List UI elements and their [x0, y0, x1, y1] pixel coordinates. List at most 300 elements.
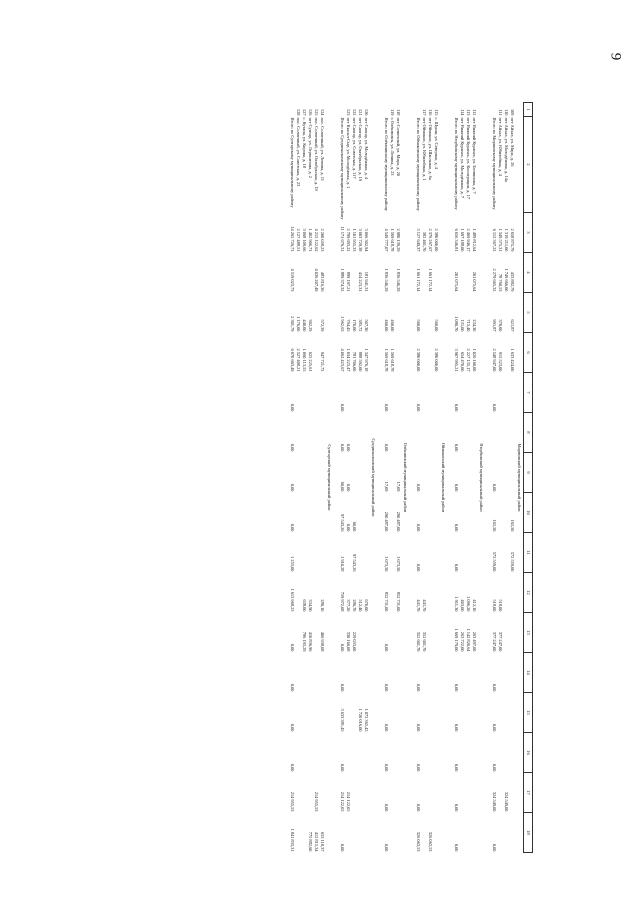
table-cell: 0,00 — [415, 683, 421, 692]
table-cell: пос. Солнечный, ул. Октябрьская, д. 19 — [313, 117, 319, 191]
table-cell — [301, 453, 307, 493]
column-header: 17 — [524, 773, 533, 813]
table-cell — [345, 373, 351, 413]
table-cell: 412 815,34 — [313, 831, 319, 852]
table-cell — [307, 773, 313, 813]
spacer-cell — [485, 103, 491, 853]
table-cell: 17,09 — [395, 481, 401, 492]
table-cell: 0,00 — [339, 843, 345, 852]
table-cell: 1 489 812,64 — [471, 228, 477, 252]
table-row — [503, 103, 509, 853]
column-header: 16 — [524, 733, 533, 773]
region-title: Нюрбинский муниципальный район — [478, 443, 484, 512]
table-cell — [357, 653, 363, 693]
table-cell — [395, 693, 401, 733]
spacer-row — [377, 103, 383, 853]
table-header — [524, 103, 533, 853]
table-cell: 460,00 — [389, 319, 395, 332]
table-cell: 125 — [313, 108, 319, 116]
table-cell: 127 — [301, 108, 307, 116]
table-cell — [319, 413, 325, 453]
table-cell: 0,00 — [453, 843, 459, 852]
table-cell: 0,00 — [383, 723, 389, 732]
table-cell — [307, 253, 313, 293]
table-cell: 852 731,00 — [395, 591, 401, 612]
table-cell — [471, 533, 477, 573]
table-cell: пгт Нижний Куранах, ул. Молодёжная, д. 7 — [459, 117, 465, 198]
table-cell: 352 601,70 — [421, 631, 427, 652]
table-cell — [319, 493, 325, 533]
table-cell: 124 — [319, 108, 325, 116]
table-cell — [509, 613, 515, 653]
total-row — [289, 103, 295, 853]
table-cell — [363, 653, 369, 693]
table-cell — [313, 533, 319, 573]
table-cell — [459, 653, 465, 693]
table-row — [421, 103, 427, 853]
table-cell — [421, 653, 427, 693]
table-cell: 97 543,26 — [339, 513, 345, 532]
spacer-cell — [447, 103, 453, 853]
table-cell: 324 549,00 — [503, 791, 509, 812]
table-cell: 1 569 618,78 — [383, 348, 389, 372]
table-cell: 1 697 188,00 — [459, 228, 465, 252]
table-cell — [389, 813, 395, 853]
table-cell: 6 112 367,22 — [491, 228, 497, 252]
table-cell — [357, 413, 363, 453]
table-cell — [313, 293, 319, 333]
table-row — [301, 103, 307, 853]
table-cell — [313, 693, 319, 733]
table-cell: пгт Солнечный, ул. Мира, д. 20 — [395, 117, 401, 176]
table-cell — [433, 373, 439, 413]
table-cell: 715,40 — [465, 319, 471, 332]
table-cell: 302,29 — [307, 319, 313, 332]
table-cell — [415, 413, 421, 453]
column-header: 3 — [524, 213, 533, 253]
table-cell — [295, 813, 301, 853]
table-cell — [503, 373, 509, 413]
table-cell — [503, 333, 509, 373]
table-cell: 2 301,79 — [289, 316, 295, 332]
table-cell — [509, 813, 515, 853]
table-cell — [307, 693, 313, 733]
table-cell: 1 034 223,47 — [345, 348, 351, 372]
table-cell: 3 068 109,66 — [301, 228, 307, 252]
table-cell — [433, 613, 439, 653]
table-cell: 781 706,00 — [351, 351, 357, 372]
table-cell — [395, 773, 401, 813]
table-cell — [339, 103, 345, 117]
table-cell — [503, 293, 509, 333]
table-cell — [295, 613, 301, 653]
table-cell: 888 592,00 — [357, 351, 363, 372]
table-cell — [357, 613, 363, 653]
region-row — [369, 103, 377, 853]
column-header: 1 — [524, 103, 533, 117]
table-cell: 78 760,53 — [497, 273, 503, 292]
table-cell — [415, 103, 421, 117]
table-cell: 1 026 160,00 — [471, 348, 477, 372]
region-row — [515, 103, 524, 853]
table-cell: 11 171 676,31 — [339, 226, 345, 252]
table-cell: 0,00 — [491, 683, 497, 692]
table-cell — [307, 413, 313, 453]
table-cell: 109 — [509, 108, 515, 116]
table-cell: 17,09 — [383, 481, 389, 492]
table-cell — [509, 373, 515, 413]
table-cell — [503, 693, 509, 733]
table-cell: Итого по Олёкминскому муниципальному району — [383, 117, 389, 211]
table-cell: пгт Оймякон, ул. Юбилейная, д. 1 — [421, 117, 427, 181]
region-title: Мирнинский муниципальный район — [516, 443, 522, 512]
table-cell — [497, 773, 503, 813]
table-cell — [301, 773, 307, 813]
table-cell: 201 075,64 — [453, 271, 459, 292]
table-cell — [395, 653, 401, 693]
table-cell: пгт Айхал, ул. Юбилейная, д. 4 — [497, 117, 503, 176]
document-sheet — [100, 102, 533, 852]
total-row — [383, 103, 389, 853]
table-cell — [427, 373, 433, 413]
table-cell: 117 — [421, 109, 427, 116]
table-cell: 229 033,00 — [351, 631, 357, 652]
table-cell: 0,00 — [453, 763, 459, 772]
table-cell: 115 — [433, 109, 439, 116]
table-cell: 214 955,53 — [313, 791, 319, 812]
table-cell — [459, 773, 465, 813]
table-cell: 1 073,50 — [395, 556, 401, 572]
table-cell: пгт Нижний Куранах, ул. Ботвинова, д. 7 — [471, 117, 477, 194]
table-cell — [427, 653, 433, 693]
table-row — [319, 103, 325, 853]
table-cell: с. Кутана, ул. Кирова, д. 18 — [301, 117, 307, 168]
table-cell: 0,00 — [491, 483, 497, 492]
table-cell: 0,00 — [383, 643, 389, 652]
table-cell: 3 003 729,38 — [357, 228, 363, 252]
table-cell — [301, 533, 307, 573]
table-cell: 0,00 — [383, 403, 389, 412]
table-cell: 377 247,00 — [491, 631, 497, 652]
table-cell: 0,00 — [453, 563, 459, 572]
table-cell: 0,00 — [453, 523, 459, 532]
table-cell — [295, 493, 301, 533]
table-cell: 131,00 — [459, 319, 465, 332]
table-row — [459, 103, 465, 853]
table-cell: 1 060 113,55 — [301, 348, 307, 372]
table-cell: Итого по Оймяконскому муниципальному району — [415, 117, 421, 211]
table-cell: 2 658 875,79 — [509, 228, 515, 252]
table-cell: 572 559,00 — [509, 551, 515, 572]
table-cell: 113 — [465, 109, 471, 116]
table-cell — [357, 813, 363, 853]
table-cell: пгт Сангар, ул. Молодёжная, д. 4 — [363, 117, 369, 179]
table-cell — [497, 693, 503, 733]
table-cell — [433, 493, 439, 533]
table-cell — [357, 533, 363, 573]
table-cell: 1 962,63 — [339, 316, 345, 332]
table-cell — [319, 653, 325, 693]
table-cell — [465, 773, 471, 813]
table-cell — [351, 813, 357, 853]
table-cell — [427, 773, 433, 813]
table-cell — [427, 573, 433, 613]
table-cell — [301, 493, 307, 533]
table-cell: 119 — [389, 109, 395, 116]
table-cell — [307, 533, 313, 573]
table-cell — [471, 773, 477, 813]
table-cell: 0,00 — [453, 683, 459, 692]
table-cell: 112 — [471, 109, 477, 116]
table-cell — [313, 733, 319, 773]
table-cell: 794,45 — [345, 319, 351, 332]
table-cell: 263 722,00 — [459, 631, 465, 652]
table-cell — [307, 453, 313, 493]
table-row — [395, 103, 401, 853]
table-cell — [345, 693, 351, 733]
table-cell: 2 200 058,23 — [319, 228, 325, 252]
table-cell: 2 227 135,17 — [465, 348, 471, 372]
table-cell — [503, 813, 509, 853]
table-cell — [389, 413, 395, 453]
table-cell — [301, 813, 307, 853]
table-row — [351, 103, 357, 853]
table-cell — [389, 493, 395, 533]
table-cell — [421, 453, 427, 493]
table-cell: 406 938,08 — [319, 631, 325, 652]
table-cell: 560,00 — [433, 319, 439, 332]
table-cell — [427, 693, 433, 733]
table-cell: 0,00 — [453, 723, 459, 732]
table-cell: 1 349 575,31 — [497, 228, 503, 252]
table-cell: 324 549,00 — [491, 791, 497, 812]
table-cell: 6 070 603,49 — [289, 348, 295, 372]
table-cell: пос. Солнечный, ул. Ленина, д. 11 — [319, 117, 325, 181]
table-cell: 0,00 — [339, 443, 345, 452]
table-cell: 507,30 — [363, 319, 369, 332]
table-cell — [395, 293, 401, 333]
table-row — [307, 103, 313, 853]
table-cell: 214 955,53 — [289, 791, 295, 812]
table-cell — [307, 373, 313, 413]
table-cell — [471, 373, 477, 413]
table-cell — [389, 773, 395, 813]
table-cell: 0,00 — [345, 443, 351, 452]
table-cell: 326 063,53 — [427, 831, 433, 852]
table-cell — [295, 253, 301, 293]
table-cell: 2 380 000,00 — [433, 228, 439, 252]
table-cell: 4 062 423,67 — [339, 348, 345, 372]
table-cell — [295, 653, 301, 693]
table-cell: 0,00 — [345, 483, 351, 492]
table-cell: 0,00 — [289, 523, 295, 532]
column-header: 5 — [524, 293, 533, 333]
region-row — [477, 103, 485, 853]
table-cell — [427, 413, 433, 453]
table-cell: 0,00 — [289, 403, 295, 412]
table-cell — [319, 693, 325, 733]
table-cell — [351, 453, 357, 493]
table-cell: 330 166,08 — [345, 631, 351, 652]
table-cell — [497, 413, 503, 453]
table-cell: 1 661 172,14 — [415, 268, 421, 292]
table-cell — [319, 533, 325, 573]
table-cell — [433, 573, 439, 613]
table-cell — [301, 653, 307, 693]
table-cell — [307, 733, 313, 773]
table-cell: 1 096,20 — [465, 596, 471, 612]
table-cell — [421, 693, 427, 733]
table-cell: 370,00 — [497, 319, 503, 332]
column-header: 13 — [524, 613, 533, 653]
table-cell: 114 — [459, 109, 465, 116]
table-cell: 3 633 381,45 — [339, 708, 345, 732]
table-cell — [503, 493, 509, 533]
table-cell: 1 910,28 — [339, 556, 345, 572]
table-cell: 1 841 833,31 — [289, 828, 295, 852]
table-cell — [389, 733, 395, 773]
table-cell: 0,00 — [491, 723, 497, 732]
spacer-cell — [333, 103, 339, 853]
table-cell: пгт Кысыл-Сыр, ул. Молодёжная, д. 1 — [345, 117, 351, 189]
table-cell — [459, 693, 465, 733]
table-cell: 2 548 947,00 — [491, 348, 497, 372]
table-cell — [471, 733, 477, 773]
table-row — [497, 103, 503, 853]
table-cell: 2 127 488,51 — [295, 228, 301, 252]
table-cell: 1 613 968,23 — [289, 588, 295, 612]
table-cell: 0,00 — [289, 683, 295, 692]
table-cell — [427, 533, 433, 573]
table-cell: 572 559,00 — [491, 551, 497, 572]
table-cell — [497, 453, 503, 493]
table-cell — [421, 813, 427, 853]
table-cell — [509, 453, 515, 493]
table-cell — [433, 693, 439, 733]
table-cell — [459, 813, 465, 853]
table-cell — [497, 653, 503, 693]
table-row — [427, 103, 433, 853]
table-cell — [471, 813, 477, 853]
table-cell — [465, 733, 471, 773]
table-cell — [427, 733, 433, 773]
table-cell — [363, 413, 369, 453]
table-cell: 759 972,08 — [339, 591, 345, 612]
table-cell — [307, 493, 313, 533]
table-cell — [363, 613, 369, 653]
table-cell: 2 527 408,21 — [295, 348, 301, 372]
total-row — [453, 103, 459, 853]
table-cell: 0,00 — [289, 443, 295, 452]
table-cell — [363, 493, 369, 533]
table-cell — [295, 733, 301, 773]
table-cell: 120 — [363, 108, 369, 116]
table-cell: 6 656 346,81 — [453, 228, 459, 252]
table-cell: 123 — [345, 108, 351, 116]
table-cell — [313, 653, 319, 693]
table-cell: 433 882,79 — [509, 271, 515, 292]
table-cell — [497, 493, 503, 533]
table-cell: 3 907 995,21 — [453, 348, 459, 372]
table-row — [295, 103, 301, 853]
table-cell — [465, 493, 471, 533]
table-cell: 796 193,29 — [301, 631, 307, 652]
table-cell: 1 319 211,00 — [503, 228, 509, 252]
table-cell — [363, 533, 369, 573]
table-cell: 128 — [295, 108, 301, 116]
table-cell — [351, 773, 357, 813]
table-cell — [313, 453, 319, 493]
table-cell — [471, 453, 477, 493]
table-cell: 0,00 — [415, 483, 421, 492]
table-cell: 460,00 — [383, 319, 389, 332]
table-cell: Итого по Мирнинскому муниципальному району — [491, 117, 497, 210]
table-cell: 0,00 — [453, 403, 459, 412]
table-cell — [395, 733, 401, 773]
table-cell: 0,00 — [345, 523, 351, 532]
table-cell — [301, 253, 307, 293]
table-cell: 2 279 665,32 — [491, 268, 497, 292]
region-title: Среднеколымский муниципальный район — [370, 438, 376, 517]
table-cell: 2 799 693,22 — [345, 228, 351, 252]
table-cell — [509, 413, 515, 453]
table-cell: 621,87 — [509, 319, 515, 332]
total-row — [415, 103, 421, 853]
table-cell — [345, 813, 351, 853]
table-cell: 1 911,30 — [453, 596, 459, 612]
table-cell — [395, 333, 401, 373]
table-cell — [503, 573, 509, 613]
table-cell: 181 941,31 — [363, 271, 369, 292]
table-cell: 1 080,70 — [453, 316, 459, 332]
table-cell — [395, 813, 401, 853]
table-cell: 1 661 172,14 — [427, 268, 433, 292]
table-cell — [459, 453, 465, 493]
table-row — [465, 103, 471, 853]
table-cell: 2 980 139,29 — [395, 228, 401, 252]
table-cell — [433, 773, 439, 813]
table-cell: 0,00 — [289, 763, 295, 772]
spacer-row — [333, 103, 339, 853]
table-cell: 0,00 — [491, 403, 497, 412]
table-cell — [465, 813, 471, 853]
table-cell: пгт Сунтар, ул. Лермонтова, д. 2 — [307, 117, 313, 178]
table-cell — [351, 373, 357, 413]
table-cell: 0,00 — [383, 443, 389, 452]
table-cell — [465, 453, 471, 493]
table-cell — [471, 493, 477, 533]
table-row — [471, 103, 477, 853]
table-cell — [497, 733, 503, 773]
table-cell: 899 197,21 — [345, 271, 351, 292]
table-cell — [509, 773, 515, 813]
table-cell: 915 523,00 — [497, 351, 503, 372]
table-cell — [465, 533, 471, 573]
table-cell — [313, 573, 319, 613]
table-cell: 352 601,70 — [415, 631, 421, 652]
table-cell: 440,00 — [301, 319, 307, 332]
table-cell: 280,10 — [319, 599, 325, 612]
table-cell — [363, 813, 369, 853]
table-cell — [433, 813, 439, 853]
table-cell: 441,70 — [415, 599, 421, 612]
table-cell: 518,00 — [491, 599, 497, 612]
table-cell — [503, 453, 509, 493]
region-row — [401, 103, 409, 853]
table-cell: 0,00 — [415, 523, 421, 532]
table-cell: 0,00 — [339, 403, 345, 412]
table-cell — [471, 413, 477, 453]
